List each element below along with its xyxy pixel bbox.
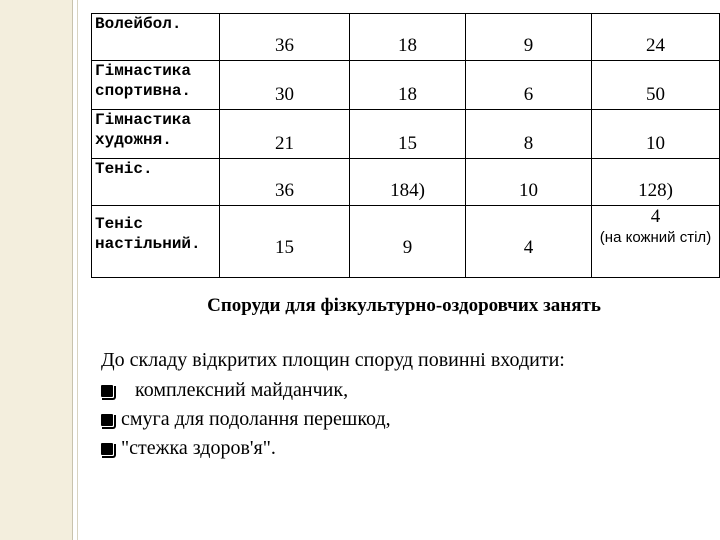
table-cell: 50: [592, 61, 720, 110]
list-item-text: комплексний майданчик,: [135, 379, 349, 401]
section-title: Споруди для фізкультурно-оздоровчих занять: [207, 295, 601, 316]
table-cell: 9: [350, 206, 466, 278]
table-cell: 9: [466, 14, 592, 61]
checkbox-bullet-icon: [101, 443, 113, 455]
table-cell: 128): [592, 159, 720, 206]
table-cell: 4: [466, 206, 592, 278]
table-cell: [592, 206, 720, 278]
table-row: [92, 14, 720, 61]
table-row: [92, 206, 720, 278]
left-decorative-stripe: [0, 0, 72, 540]
table-cell: 6: [466, 61, 592, 110]
sport-name: Гімнастика спортивна.: [92, 61, 220, 110]
intro-text: До складу відкритих площин споруд повинні входити:: [101, 349, 565, 371]
table-cell: 30: [220, 61, 350, 110]
table-cell: 36: [220, 159, 350, 206]
checkbox-bullet-icon: [101, 414, 113, 426]
table-cell: 18: [350, 61, 466, 110]
table-cell: 8: [466, 110, 592, 159]
stripe-divider: [77, 0, 78, 540]
table-cell-note: (на кожний стіл): [599, 229, 712, 246]
table-cell: 10: [466, 159, 592, 206]
table-cell-value: 4: [650, 206, 661, 227]
table-row: [92, 159, 720, 206]
stripe-divider: [72, 0, 73, 540]
sports-facilities-table: [91, 13, 720, 278]
table-cell: 15: [350, 110, 466, 159]
table-cell: 10: [592, 110, 720, 159]
table-row: [92, 61, 720, 110]
sport-name: Теніс.: [92, 159, 220, 206]
facility-list: [101, 376, 391, 463]
sport-name: Гімнастика художня.: [92, 110, 220, 159]
sport-name: Волейбол.: [92, 14, 220, 61]
table-cell: 18: [350, 14, 466, 61]
table-cell: 21: [220, 110, 350, 159]
list-item-text: "стежка здоров'я".: [121, 437, 276, 459]
list-item: [101, 376, 391, 405]
sport-name: Теніс настільний.: [92, 206, 220, 278]
table-cell: 36: [220, 14, 350, 61]
list-item-text: смуга для подолання перешкод,: [121, 408, 391, 430]
checkbox-bullet-icon: [101, 385, 113, 397]
list-item: [101, 405, 391, 434]
table-cell: 24: [592, 14, 720, 61]
table-cell: 15: [220, 206, 350, 278]
table-row: [92, 110, 720, 159]
list-item: [101, 434, 391, 463]
table-cell: 184): [350, 159, 466, 206]
